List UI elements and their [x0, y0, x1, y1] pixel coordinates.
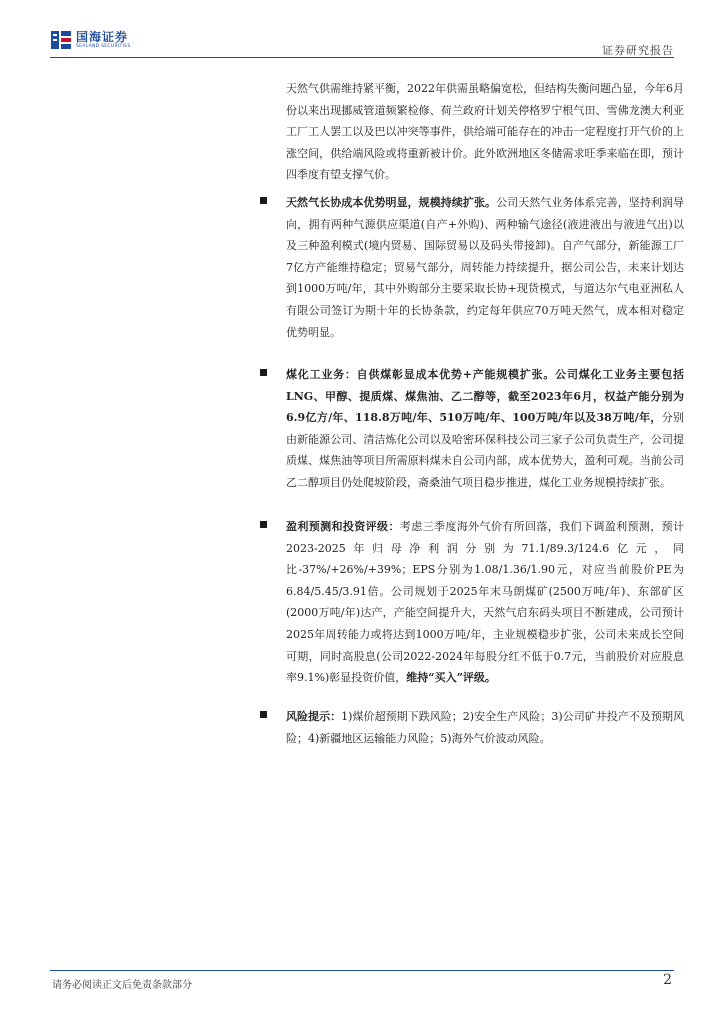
- coal-heading: 煤化工业务：自供煤彰显成本优势+产能规模扩张。公司煤化工业务主要包括LNG、甲醇、提质煤、煤焦油、乙二醇等，截至2023年6月，权益产能分别为6.9亿方/年、118.8万吨/年、510万吨/年、100万吨/年以及38万吨/年，: [286, 368, 684, 425]
- page-header: [0, 0, 724, 60]
- company-logo: [50, 29, 131, 51]
- logo-icon: [50, 29, 72, 51]
- coal-section: [286, 364, 684, 494]
- risk-heading: 风险提示：: [286, 710, 342, 723]
- footer-divider: [50, 970, 674, 971]
- page-number: 2: [663, 972, 672, 988]
- square-bullet-icon: [260, 521, 267, 528]
- intro-paragraph-block: [286, 78, 684, 186]
- square-bullet-icon: [260, 369, 267, 376]
- logo-en-text: SEALAND SECURITIES: [76, 43, 131, 49]
- intro-paragraph: 天然气供需维持紧平衡，2022年供需虽略偏宽松，但结构失衡问题凸显，今年6月份以来出现挪威管道频繁检修、荷兰政府计划关停格罗宁根气田、雪佛龙澳大利亚工厂工人罢工以及巴以冲突等事件，供给端可能存在的冲击一定程度打开气价的上涨空间，供给端风险或将重新被计价。此外欧洲地区冬储需求旺季来临在即，预计四季度有望支撑气价。: [286, 82, 684, 182]
- risk-paragraph: [286, 706, 684, 749]
- coal-body: 分别由新能源公司、清洁炼化公司以及哈密环保科技公司三家子公司负责生产，公司提质煤、煤焦油等项目所需原料煤未自公司内部，成本优势大，盈利可观。当前公司乙二醇项目仍处爬坡阶段，斋桑油气项目稳步推进，煤化工业务规模持续扩张。: [286, 411, 685, 489]
- coal-paragraph: [286, 364, 684, 494]
- gas-paragraph: [286, 192, 684, 343]
- header-divider: [50, 57, 674, 58]
- risk-section: [286, 706, 684, 749]
- square-bullet-icon: [260, 197, 267, 204]
- gas-body: 公司天然气业务体系完善，坚持利润导向，拥有两种气源供应渠道(自产+外购)、两种输气途径(液进液出与液进气出)以及三种盈利模式(境内贸易、国际贸易以及码头带接卸)。自产气部分，新能源工厂7亿方产能维持稳定；贸易气部分，周转能力持续提升，据公司公告，未来计划达到1000万吨/年，其中外购部分主要采取长协+现货模式，与道达尔气电亚洲私人有限公司签订为期十年的长协条款，约定每年供应70万吨天然气，成本相对稳定优势明显。: [286, 196, 685, 339]
- gas-heading: 天然气长协成本优势明显，规模持续扩张。: [286, 196, 497, 209]
- forecast-section: [286, 516, 684, 689]
- risk-body: 1)煤价超预期下跌风险；2)安全生产风险；3)公司矿井投产不及预期风险；4)新疆地区运输能力风险；5)海外气价波动风险。: [286, 710, 684, 745]
- footer-disclaimer: 请务必阅读正文后免责条款部分: [52, 980, 192, 991]
- square-bullet-icon: [260, 711, 267, 718]
- forecast-rating: 维持“买入”评级。: [406, 671, 496, 685]
- gas-section: [286, 192, 684, 343]
- logo-cn-text: 国海证券: [76, 29, 129, 44]
- forecast-heading: 盈利预测和投资评级：: [286, 520, 400, 533]
- forecast-body: 考虑三季度海外气价有所回落，我们下调盈利预测，预计2023-2025年归母净利润分别为71.1/89.3/124.6亿元，同比-37%/+26%/+39%；EPS分别为1.08/1.36/1.90元，对应当前股价PE为6.84/5.45/3.91倍。公司规划于2025年末马朗煤矿(2500万吨/年)、东部矿区(2000万吨/年)达产，产能空间提升大，天然气启东码头项目不断建成，公司预计2025年周转能力或将达到1000万吨/年，主业规模稳步扩张，公司未来成长空间可期，同时高股息(公司2022-2024年每股分红不低于0.7元，当前股价对应股息率9.1%)彰显投资价值，: [286, 520, 685, 685]
- report-type-label: 证券研究报告: [602, 44, 674, 57]
- forecast-paragraph: [286, 516, 684, 689]
